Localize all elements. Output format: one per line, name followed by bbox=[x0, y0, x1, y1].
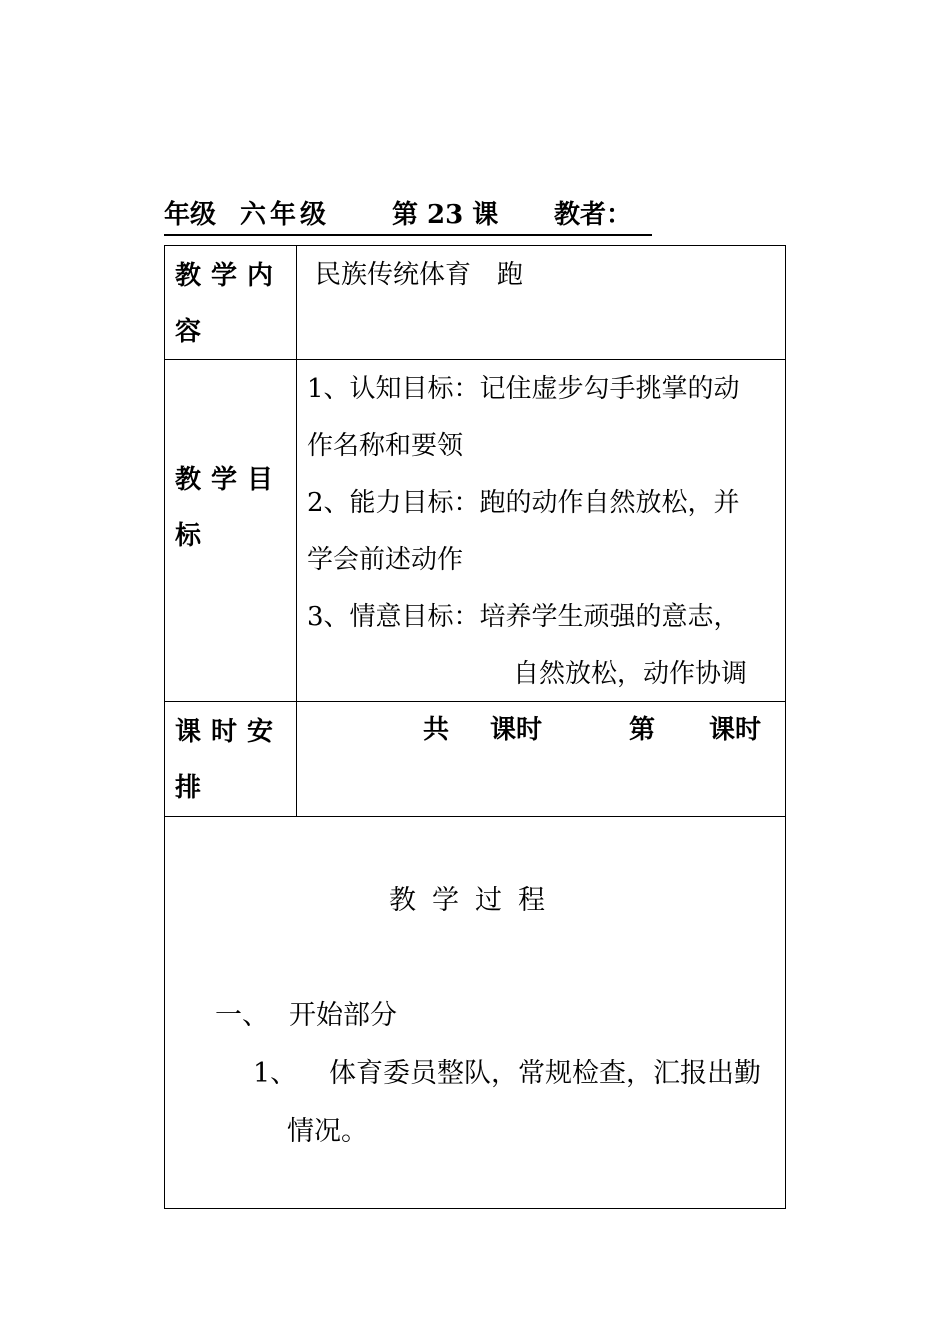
goals-label bbox=[175, 452, 291, 564]
goal-line-4: 学会前述动作 bbox=[307, 545, 464, 575]
schedule-label-line2: 排 bbox=[175, 773, 202, 803]
goal-line-1: 1、认知目标：记住虚步勾手挑掌的动 bbox=[307, 374, 740, 404]
content-label-line1: 教学内 bbox=[175, 261, 284, 291]
lesson-plan-table bbox=[164, 245, 786, 1209]
nth-hour-prefix: 第 bbox=[629, 715, 656, 745]
goal-line-6: 自然放松，动作协调 bbox=[513, 659, 748, 689]
goal-line-3: 2、能力目标：跑的动作自然放松，并 bbox=[307, 488, 740, 518]
goals-label-line2: 标 bbox=[175, 521, 202, 551]
schedule-label bbox=[175, 704, 291, 816]
content-label-line2: 容 bbox=[175, 317, 202, 347]
schedule-label-line1: 课时安 bbox=[175, 717, 284, 747]
item-number: 1、 bbox=[253, 1058, 298, 1089]
goals-label-line1: 教学目 bbox=[175, 465, 284, 495]
goal-line-2: 作名称和要领 bbox=[307, 431, 464, 461]
goal-line-5: 3、情意目标：培养学生顽强的意志， bbox=[307, 602, 740, 632]
content-text: 民族传统体育 跑 bbox=[315, 260, 524, 290]
grade-value: 六年级 bbox=[240, 200, 331, 230]
teacher-label: 教者： bbox=[554, 200, 633, 230]
total-hours-suffix: 课时 bbox=[490, 715, 543, 745]
grade-label: 年级 bbox=[164, 200, 217, 230]
class-hours bbox=[296, 702, 786, 758]
total-hours-prefix: 共 bbox=[423, 715, 450, 745]
nth-hour-suffix: 课时 bbox=[709, 715, 762, 745]
item-text-continued: 情况。 bbox=[287, 1116, 368, 1147]
section-title: 开始部分 bbox=[289, 1000, 397, 1031]
process-title: 教学过程 bbox=[389, 885, 561, 916]
row-divider bbox=[165, 816, 785, 817]
content-label bbox=[175, 248, 291, 360]
item-text: 体育委员整队，常规检查，汇报出勤 bbox=[329, 1058, 761, 1089]
section-number: 一、 bbox=[215, 1000, 269, 1031]
lesson-header bbox=[164, 196, 652, 236]
lesson-number: 第 23 课 bbox=[392, 200, 499, 230]
